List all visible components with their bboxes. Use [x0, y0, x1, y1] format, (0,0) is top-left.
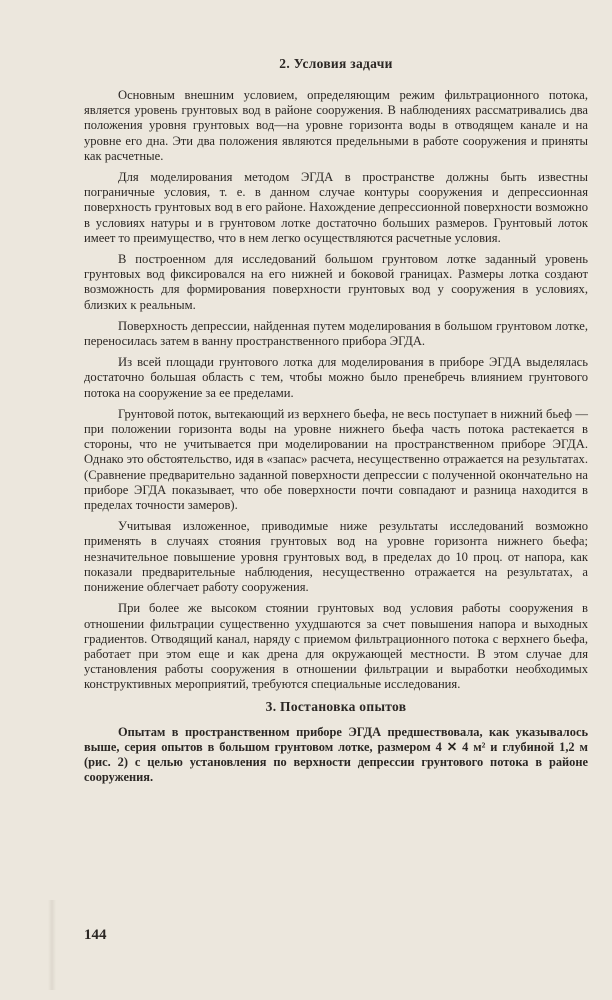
section-heading-conditions: 2. Условия задачи — [279, 56, 393, 71]
paper-stain — [48, 900, 56, 990]
paragraph: Грунтовой поток, вытекающий из верхнего бьефа, не весь поступает в нижний бьеф — при положении горизонта воды на уровне нижнего бьефа часть потока растекается в стороны, что не учитывается при моделировании на пространственном приборе ЭГДА. Однако это обстоятельство, идя в «запас» расчета, несущественно отражается на результатах. (Сравнение предварительно заданной поверхности депрессии с полученной окончательно на приборе ЭГДА показывает, что обе поверхности почти совпадают и разница находится в пределах точности замеров). — [84, 406, 588, 513]
paragraph: Поверхность депрессии, найденная путем моделирования в большом грунтовом лотке, переносилась затем в ванну пространственного прибора ЭГДА. — [84, 318, 588, 349]
paragraph: В построенном для исследований большом грунтовом лотке заданный уровень грунтовых вод фиксировался на его нижней и боковой границах. Размеры лотка создают возможность для формирования поверхности грунтовых вод у сооружения в условиях, близких к реальным. — [84, 252, 588, 312]
paragraph-bold: Опытам в пространственном приборе ЭГДА предшествовала, как указывалось выше, серия опытов в большом грунтовом лотке, размером 4 ✕ 4 м² и глубиной 1,2 м (рис. 2) с целью установления по верхности депрессии грунтового потока в районе сооружения. — [84, 724, 588, 785]
section-heading-experiments: 3. Постановка опытов — [265, 698, 407, 714]
paragraph: Из всей площади грунтового лотка для моделирования в приборе ЭГДА выделялась достаточно большая область с тем, чтобы можно было пренебречь влиянием грунтового потока на сооружение за ее пределами. — [84, 355, 588, 400]
paragraph: При более же высоком стоянии грунтовых вод условия работы сооружения в отношении фильтрации существенно ухудшаются за счет повышения напора и выходных градиентов. Отводящий канал, наряду с приемом фильтрационного потока с верхнего бьефа, работает при этом еще и как дрена для окружающей местности. В этом случае для установления работы сооружения в отношении фильтрации и выработки необходимых конструктивных мероприятий, требуются специальные исследования. — [84, 601, 588, 692]
paragraph: Учитывая изложенное, приводимые ниже результаты исследований возможно применять в случаях стояния грунтовых вод на уровне горизонта нижнего бьефа; незначительное повышение уровня грунтовых вод, в пределах до 10 проц. от напора, как показали предварительные наблюдения, несущественно отражается на результатах, а понижение облегчает работу сооружения. — [84, 519, 588, 595]
page-number: 144 — [84, 927, 107, 943]
paragraph: Основным внешним условием, определяющим режим фильтрационного потока, является уровень грунтовых вод в районе сооружения. В наблюдениях рассматривались два положения уровня грунтовых вод—на уровне горизонта воды в отводящем канале и на уровне его дна. Эти два положения являются предельными в работе сооружения и приняты как расчетные. — [84, 88, 588, 163]
paragraph: Для моделирования методом ЭГДА в пространстве должны быть известны пограничные условия, т. е. в данном случае контуры сооружения и депрессионная поверхность грунтовых вод в его районе. Нахождение депрессионной поверхности возможно в условиях натуры и в грунтовом лотке достаточно больших размеров. Грунтовый лоток имеет то преимущество, что в нем легко осуществляются расчетные условия. — [84, 170, 588, 245]
